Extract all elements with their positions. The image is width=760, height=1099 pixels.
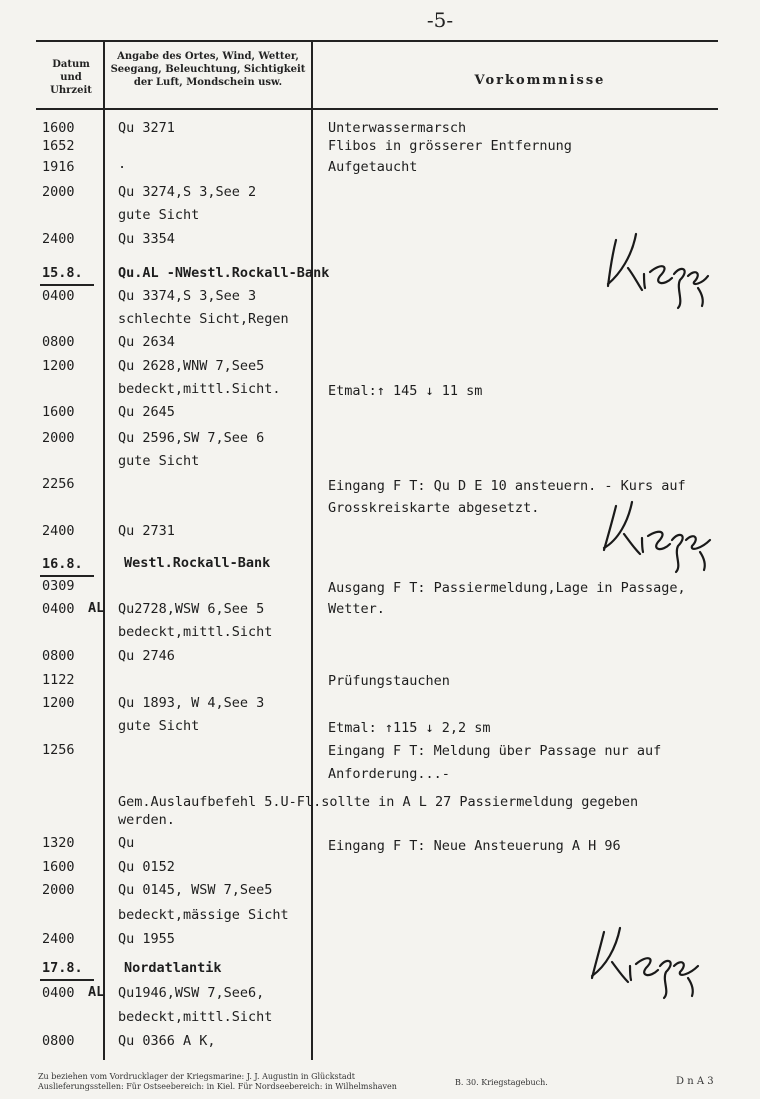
place-entry: schlechte Sicht,Regen <box>118 311 289 327</box>
column-divider-1 <box>103 40 105 1060</box>
date-entry: 15.8. <box>42 265 83 281</box>
place-entry: Qu 2731 <box>118 523 175 539</box>
time-entry: 1652 <box>42 138 75 154</box>
place-entry: Qu 2746 <box>118 648 175 664</box>
footer-printer-note <box>38 1072 438 1092</box>
place-entry: Qu 0145, WSW 7,See5 <box>118 882 273 898</box>
place-entry: gute Sicht <box>118 207 200 223</box>
time-entry: 0309 <box>42 578 75 594</box>
place-entry: Qu 1955 <box>118 931 175 947</box>
place-entry: bedeckt,mässige Sicht <box>118 907 289 923</box>
footer-form-code: D n A 3 <box>676 1076 714 1087</box>
place-entry: bedeckt,mittl.Sicht. <box>118 381 281 397</box>
signature-2 <box>594 496 720 576</box>
event-entry: Flibos in grösserer Entfernung <box>328 138 572 154</box>
time-entry: 0400 <box>42 601 75 617</box>
place-entry: Qu 3274,S 3,See 2 <box>118 184 257 200</box>
place-entry: Qu <box>118 835 135 851</box>
time-entry: 2400 <box>42 523 75 539</box>
time-entry: 0400 <box>42 288 75 304</box>
header-ort-line-2: Seegang, Beleuchtung, Sichtigkeit <box>110 64 306 75</box>
place-entry: bedeckt,mittl.Sicht <box>118 624 273 640</box>
header-datum <box>40 58 102 97</box>
event-entry: Grosskreiskarte abgesetzt. <box>328 500 540 516</box>
time-entry: 1122 <box>42 672 75 688</box>
place-entry: gute Sicht <box>118 453 200 469</box>
time-entry: 1600 <box>42 404 75 420</box>
event-entry: Prüfungstauchen <box>328 673 450 689</box>
place-entry: Westl.Rockall-Bank <box>124 555 271 571</box>
event-entry: Aufgetaucht <box>328 159 418 175</box>
event-entry: Anforderung...- <box>328 766 450 782</box>
header-rule <box>36 108 718 110</box>
page-number: -5- <box>426 8 454 32</box>
time-entry: 1200 <box>42 358 75 374</box>
place-entry: Qu 2634 <box>118 334 175 350</box>
column-divider-2 <box>311 40 313 1060</box>
place-entry: Qu 0366 A K, <box>118 1033 216 1049</box>
header-vorkommnisse: Vorkommnisse <box>474 73 606 88</box>
header-datum-line-2: und <box>60 72 82 83</box>
margin-mark: AL <box>88 600 105 616</box>
time-entry: 2000 <box>42 430 75 446</box>
date-underline <box>40 979 94 981</box>
header-datum-line-1: Datum <box>52 59 90 70</box>
header-datum-line-3: Uhrzeit <box>50 85 92 96</box>
place-entry: Qu.AL -NWestl.Rockall-Bank <box>118 265 330 281</box>
time-entry: 2400 <box>42 231 75 247</box>
place-entry: Qu2728,WSW 6,See 5 <box>118 601 265 617</box>
event-entry: Wetter. <box>328 601 385 617</box>
place-entry: Qu 3374,S 3,See 3 <box>118 288 257 304</box>
time-entry: 0400 <box>42 985 75 1001</box>
place-entry: Qu 3271 <box>118 120 175 136</box>
place-entry: bedeckt,mittl.Sicht <box>118 1009 273 1025</box>
place-entry: Qu 0152 <box>118 859 175 875</box>
place-entry: Qu 1893, W 4,See 3 <box>118 695 265 711</box>
place-entry: Qu 2645 <box>118 404 175 420</box>
time-entry: 1600 <box>42 120 75 136</box>
place-entry: . <box>118 156 127 172</box>
event-entry: Eingang F T: Meldung über Passage nur auf <box>328 743 662 759</box>
footer-form-name: B. 30. Kriegstagebuch. <box>455 1078 548 1087</box>
time-entry: 2400 <box>42 931 75 947</box>
place-entry: Qu 2628,WNW 7,See5 <box>118 358 265 374</box>
header-ort-line-3: der Luft, Mondschein usw. <box>133 77 283 88</box>
time-entry: 1600 <box>42 859 75 875</box>
footer-printer-line-2: Auslieferungsstellen: Für Ostseebereich: in Kiel. Für Nordseebereich: in Wilhelmshaven <box>38 1082 397 1091</box>
event-entry: Etmal: ↑115 ↓ 2,2 sm <box>328 720 491 736</box>
event-entry: Etmal:↑ 145 ↓ 11 sm <box>328 383 483 399</box>
place-entry: Qu1946,WSW 7,See6, <box>118 985 265 1001</box>
margin-mark: AL <box>88 984 105 1000</box>
header-ort-line-1: Angabe des Ortes, Wind, Wetter, <box>117 51 299 62</box>
time-entry: 2000 <box>42 882 75 898</box>
header-ort <box>106 50 310 89</box>
time-entry: 2256 <box>42 476 75 492</box>
signature-3 <box>582 922 708 1002</box>
place-entry: Qu 2596,SW 7,See 6 <box>118 430 265 446</box>
footer-printer-line-1: Zu beziehen vom Vordrucklager der Kriegsmarine: J. J. Augustin in Glückstadt <box>38 1072 355 1081</box>
place-entry: Gem.Auslaufbefehl 5.U-Fl.sollte in A L 27 Passiermeldung gegeben <box>118 794 639 810</box>
event-entry: Eingang F T: Qu D E 10 ansteuern. - Kurs auf <box>328 478 686 494</box>
date-entry: 16.8. <box>42 556 83 572</box>
time-entry: 0800 <box>42 1033 75 1049</box>
event-entry: Ausgang F T: Passiermeldung,Lage in Passage, <box>328 580 686 596</box>
time-entry: 0800 <box>42 334 75 350</box>
signature-1 <box>598 228 718 312</box>
date-entry: 17.8. <box>42 960 83 976</box>
top-rule <box>36 40 718 42</box>
event-entry: Eingang F T: Neue Ansteuerung A H 96 <box>328 838 621 854</box>
place-entry: Nordatlantik <box>124 960 222 976</box>
place-entry: Qu 3354 <box>118 231 175 247</box>
place-entry: gute Sicht <box>118 718 200 734</box>
time-entry: 1916 <box>42 159 75 175</box>
time-entry: 0800 <box>42 648 75 664</box>
time-entry: 1256 <box>42 742 75 758</box>
event-entry: Unterwassermarsch <box>328 120 467 136</box>
place-entry: werden. <box>118 812 175 828</box>
time-entry: 1320 <box>42 835 75 851</box>
time-entry: 2000 <box>42 184 75 200</box>
time-entry: 1200 <box>42 695 75 711</box>
